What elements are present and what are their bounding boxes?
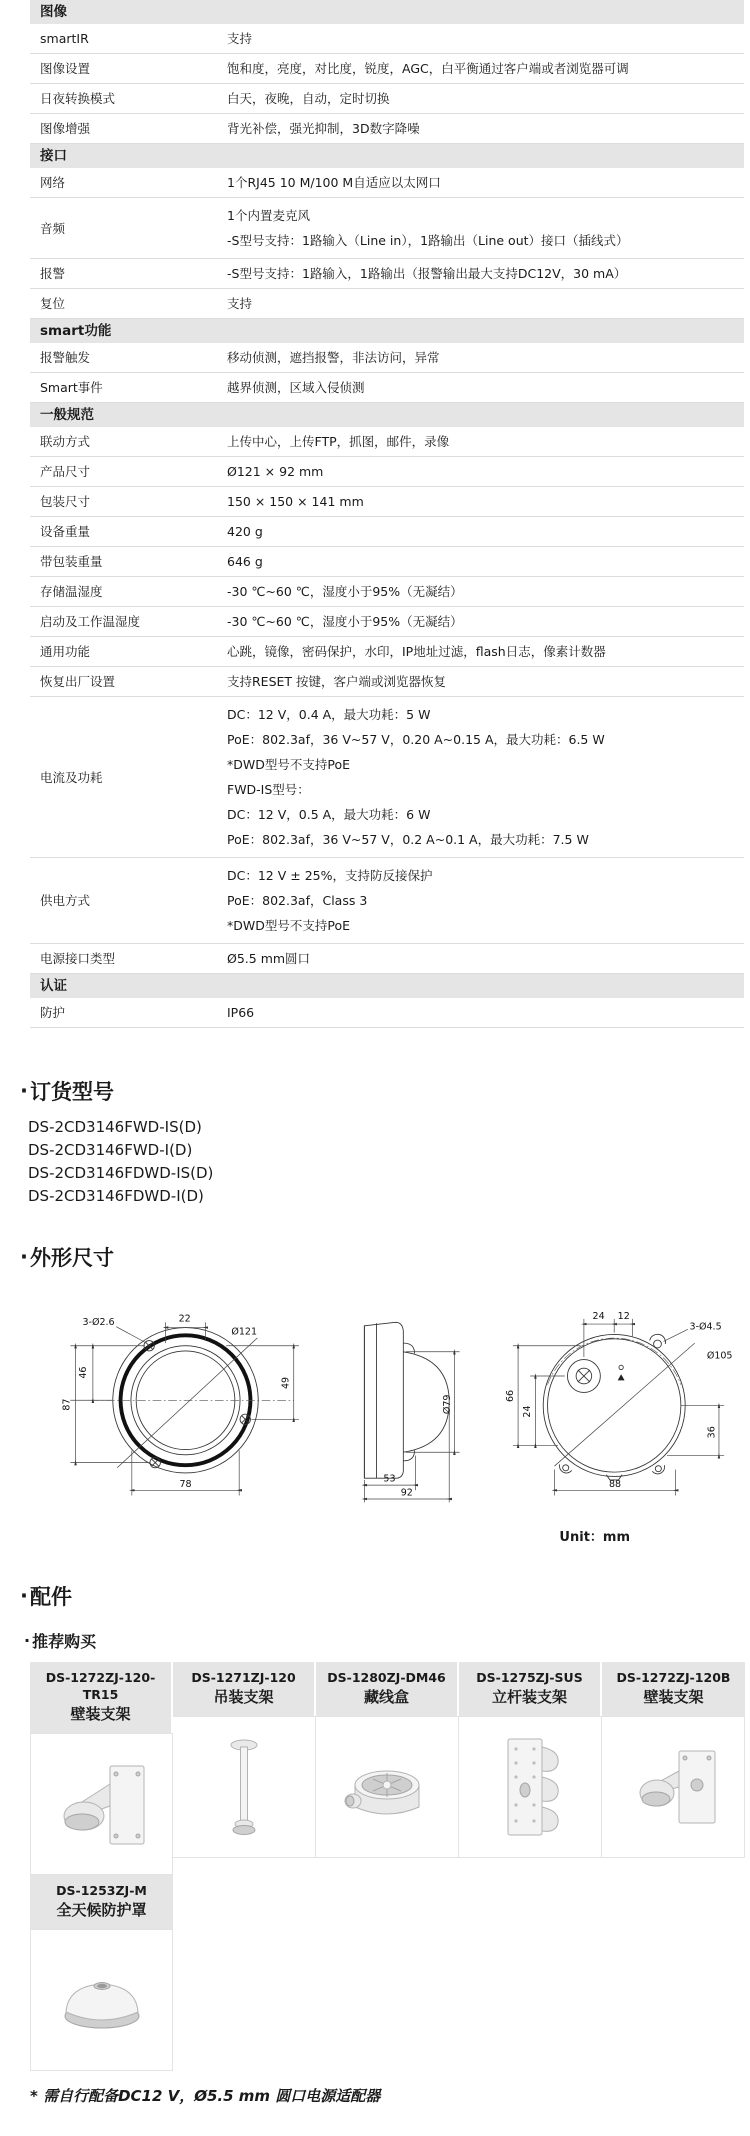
dim-front-top: 22 (178, 1313, 191, 1325)
spec-label: 电流及功耗 (40, 769, 103, 785)
spec-value-line: DC：12 V ± 25%，支持防反接保护 (227, 868, 433, 883)
accessories-section (0, 1581, 750, 2106)
section-header: 接口 (30, 144, 744, 168)
spec-value (225, 580, 744, 603)
dim-rear-right: 36 (706, 1426, 718, 1439)
spec-row (30, 343, 744, 373)
spec-row (30, 577, 744, 607)
spec-value (225, 430, 744, 453)
spec-row (30, 168, 744, 198)
spec-value (225, 460, 744, 483)
spec-row (30, 637, 744, 667)
model-list (28, 1116, 750, 1208)
spec-label: smartIR (40, 31, 89, 46)
dim-rear-bottom: 88 (608, 1478, 621, 1490)
spec-value (225, 490, 744, 513)
spec-row (30, 289, 744, 319)
dimensions-section (0, 1242, 750, 1545)
spec-value-line: 背光补偿，强光抑制，3D数字降噪 (227, 121, 420, 136)
recommended-subtitle-text: 推荐购买 (32, 1632, 97, 1651)
accessory-header (316, 1662, 459, 1716)
accessories-title (20, 1581, 750, 1611)
spec-row (30, 54, 744, 84)
spec-value (225, 550, 744, 573)
accessory-card (602, 1662, 745, 1875)
wall-mount-image (30, 1733, 173, 1875)
spec-value-line: -S型号支持：1路输入（Line in），1路输出（Line out）接口（插线式） (227, 233, 629, 248)
spec-value-line: DC：12 V，0.4 A，最大功耗：5 W (227, 707, 431, 722)
accessory-model: DS-1275ZJ-SUS (476, 1670, 583, 1685)
unit-label: Unit：mm (559, 1530, 630, 1545)
spec-row (30, 858, 744, 944)
order-models-title (20, 1076, 750, 1106)
dim-side-diameter: Ø79 (442, 1394, 454, 1415)
spec-row (30, 373, 744, 403)
dim-rear-top-right: 12 (617, 1310, 630, 1322)
section-header: 认证 (30, 974, 744, 998)
dim-rear-diameter: Ø105 (706, 1350, 733, 1362)
section-header: 图像 (30, 0, 744, 24)
pendant-mount-image (173, 1716, 316, 1858)
accessory-row-2 (30, 1875, 745, 2071)
dim-front-bottom: 78 (179, 1478, 192, 1490)
dim-side-outer: 92 (401, 1487, 414, 1499)
spec-value-line: -S型号支持：1路输入，1路输出（报警输出最大支持DC12V，30 mA） (227, 266, 627, 281)
spec-value-line: 1个RJ45 10 M/100 M自适应以太网口 (227, 175, 441, 190)
pole-mount-image (459, 1716, 602, 1858)
spec-row (30, 427, 744, 457)
spec-label: 日夜转换模式 (40, 91, 116, 106)
dim-rear-holes: 3-Ø4.5 (689, 1321, 722, 1333)
accessory-card (173, 1662, 316, 1875)
order-models-section (0, 1076, 750, 1208)
spec-value (225, 610, 744, 633)
spec-value-line: 支持 (227, 296, 253, 311)
spec-value (225, 520, 744, 543)
spec-value (225, 947, 744, 970)
accessory-model: DS-1253ZJ-M (56, 1883, 147, 1898)
spec-value-line: 420 g (227, 524, 263, 539)
spec-row (30, 944, 744, 974)
accessory-name: 全天候防护罩 (56, 1901, 147, 1919)
spec-table (30, 0, 744, 1028)
bullet-icon: · (20, 1245, 28, 1269)
spec-value (225, 201, 744, 255)
spec-row (30, 24, 744, 54)
accessory-model: DS-1280ZJ-DM46 (327, 1670, 446, 1685)
spec-row (30, 517, 744, 547)
spec-value-line: PoE：802.3af，Class 3 (227, 893, 368, 908)
spec-row (30, 607, 744, 637)
spec-row (30, 457, 744, 487)
dim-front-left-outer: 87 (61, 1398, 73, 1411)
accessories-title-text: 配件 (29, 1585, 72, 1609)
spec-label: 电源接口类型 (40, 951, 116, 966)
arrow-icon (618, 1374, 625, 1380)
spec-value-line: PoE：802.3af，36 V~57 V，0.20 A~0.15 A，最大功耗：6.5 W (227, 732, 605, 747)
dimensions-title-text: 外形尺寸 (29, 1246, 114, 1270)
section-header: smart功能 (30, 319, 744, 343)
spec-row (30, 259, 744, 289)
accessory-card (459, 1662, 602, 1875)
spec-label: 设备重量 (40, 524, 91, 539)
accessory-name: 立杆装支架 (491, 1688, 567, 1706)
spec-label: 防护 (40, 1005, 66, 1020)
spec-value-line: 支持RESET 按键，客户端或浏览器恢复 (227, 674, 447, 689)
spec-value (225, 292, 744, 315)
spec-value (225, 700, 744, 854)
accessory-name: 壁装支架 (70, 1705, 131, 1723)
weather-shield-image (30, 1929, 173, 2071)
spec-value-line: 越界侦测，区域入侵侦测 (227, 380, 365, 395)
spec-label: 报警 (40, 266, 66, 281)
accessory-row-1 (30, 1662, 745, 1875)
spec-value-line: Ø5.5 mm圆口 (227, 951, 311, 966)
spec-value (225, 262, 744, 285)
spec-value-line: *DWD型号不支持PoE (227, 757, 350, 772)
accessory-grid (30, 1662, 745, 2071)
spec-value (225, 346, 744, 369)
spec-value (225, 171, 744, 194)
model-number: DS-2CD3146FWD-I(D) (28, 1141, 193, 1159)
spec-value-line: 646 g (227, 554, 263, 569)
spec-value (225, 117, 744, 140)
spec-row (30, 667, 744, 697)
bullet-icon: · (20, 1079, 28, 1103)
dim-front-diameter: Ø121 (231, 1326, 258, 1338)
spec-row (30, 697, 744, 858)
spec-label: 联动方式 (40, 434, 91, 449)
spec-label: 报警触发 (40, 350, 91, 365)
junction-box-image (316, 1716, 459, 1858)
dim-rear-top-left: 24 (592, 1310, 605, 1322)
spec-label: 产品尺寸 (40, 464, 91, 479)
model-number: DS-2CD3146FDWD-I(D) (28, 1187, 204, 1205)
spec-value (225, 87, 744, 110)
spec-row (30, 487, 744, 517)
spec-value-line: 心跳，镜像，密码保护，水印，IP地址过滤，flash日志，像素计数器 (227, 644, 606, 659)
spec-value (225, 640, 744, 663)
spec-value-line: IP66 (227, 1005, 255, 1020)
spec-label: 音频 (40, 220, 66, 236)
side-view-drawing (328, 1282, 480, 1522)
spec-value-line: 移动侦测，遮挡报警，非法访问，异常 (227, 350, 440, 365)
spec-label: 带包装重量 (40, 554, 103, 569)
spec-row (30, 198, 744, 259)
accessory-header (459, 1662, 602, 1716)
spec-label: 启动及工作温湿度 (40, 614, 141, 629)
spec-row (30, 547, 744, 577)
accessory-header (30, 1875, 173, 1929)
accessory-header (30, 1662, 173, 1733)
dim-front-holes: 3-Ø2.6 (82, 1316, 115, 1328)
accessory-card (30, 1875, 173, 2071)
spec-value-line: 支持 (227, 31, 253, 46)
accessory-header (602, 1662, 745, 1716)
spec-row (30, 114, 744, 144)
spec-value-line: -30 ℃~60 ℃，湿度小于95%（无凝结） (227, 584, 463, 599)
recommended-subtitle (24, 1629, 750, 1652)
accessory-name: 壁装支架 (643, 1688, 704, 1706)
accessory-model: DS-1272ZJ-120-TR15 (45, 1670, 156, 1702)
bullet-icon: · (20, 1584, 28, 1608)
spec-value-line: 上传中心，上传FTP，抓图，邮件，录像 (227, 434, 450, 449)
dim-rear-left-inner: 24 (522, 1405, 534, 1418)
spec-label: Smart事件 (40, 380, 103, 395)
accessory-model: DS-1272ZJ-120B (616, 1670, 731, 1685)
spec-label: 图像增强 (40, 121, 91, 136)
accessory-card (316, 1662, 459, 1875)
spec-label: 图像设置 (40, 61, 91, 76)
spec-value-line: 150 × 150 × 141 mm (227, 494, 364, 509)
power-adapter-footnote: * 需自行配备DC12 V，Ø5.5 mm 圆口电源适配器 (30, 2087, 381, 2105)
spec-label: 存储温湿度 (40, 584, 103, 599)
wall-mount-b-image (602, 1716, 745, 1858)
spec-value-line: Ø121 × 92 mm (227, 464, 324, 479)
spec-label: 包装尺寸 (40, 494, 91, 509)
spec-row (30, 998, 744, 1028)
accessory-name: 吊装支架 (213, 1688, 274, 1706)
spec-value (225, 57, 744, 80)
spec-value (225, 1001, 744, 1024)
dimension-drawings (34, 1282, 750, 1522)
accessory-header (173, 1662, 316, 1716)
spec-value-line: 1个内置麦克风 (227, 208, 310, 223)
spec-value-line: 白天，夜晚，自动，定时切换 (227, 91, 390, 106)
spec-row (30, 84, 744, 114)
front-view-drawing (34, 1282, 328, 1522)
spec-value (225, 670, 744, 693)
dimensions-title (20, 1242, 750, 1272)
spec-value (225, 376, 744, 399)
spec-label: 网络 (40, 175, 66, 190)
spec-value-line: DC：12 V，0.5 A，最大功耗：6 W (227, 807, 431, 822)
dim-front-left-inner: 46 (77, 1366, 89, 1379)
rear-view-drawing (480, 1282, 750, 1522)
accessory-model: DS-1271ZJ-120 (191, 1670, 296, 1685)
model-number: DS-2CD3146FWD-IS(D) (28, 1118, 202, 1136)
section-header: 一般规范 (30, 403, 744, 427)
spec-value-line: 饱和度，亮度，对比度，锐度，AGC，白平衡通过客户端或者浏览器可调 (227, 61, 629, 76)
order-models-title-text: 订货型号 (29, 1080, 114, 1104)
spec-label: 通用功能 (40, 644, 91, 659)
dim-front-right: 49 (280, 1376, 292, 1390)
bullet-icon: · (24, 1631, 31, 1650)
spec-value (225, 861, 744, 940)
spec-label: 复位 (40, 296, 66, 311)
accessory-card (30, 1662, 173, 1875)
spec-value-line: *DWD型号不支持PoE (227, 918, 350, 933)
spec-value-line: -30 ℃~60 ℃，湿度小于95%（无凝结） (227, 614, 463, 629)
model-number: DS-2CD3146FDWD-IS(D) (28, 1164, 214, 1182)
spec-value-line: FWD-IS型号： (227, 782, 310, 797)
spec-label: 供电方式 (40, 893, 91, 908)
spec-value (225, 27, 744, 50)
spec-label: 恢复出厂设置 (40, 674, 116, 689)
accessory-name: 藏线盒 (363, 1688, 409, 1706)
dim-rear-left-outer: 66 (504, 1389, 516, 1402)
spec-value-line: PoE：802.3af，36 V~57 V，0.2 A~0.1 A，最大功耗：7.5 W (227, 832, 589, 847)
dim-side-inner: 53 (383, 1473, 396, 1485)
